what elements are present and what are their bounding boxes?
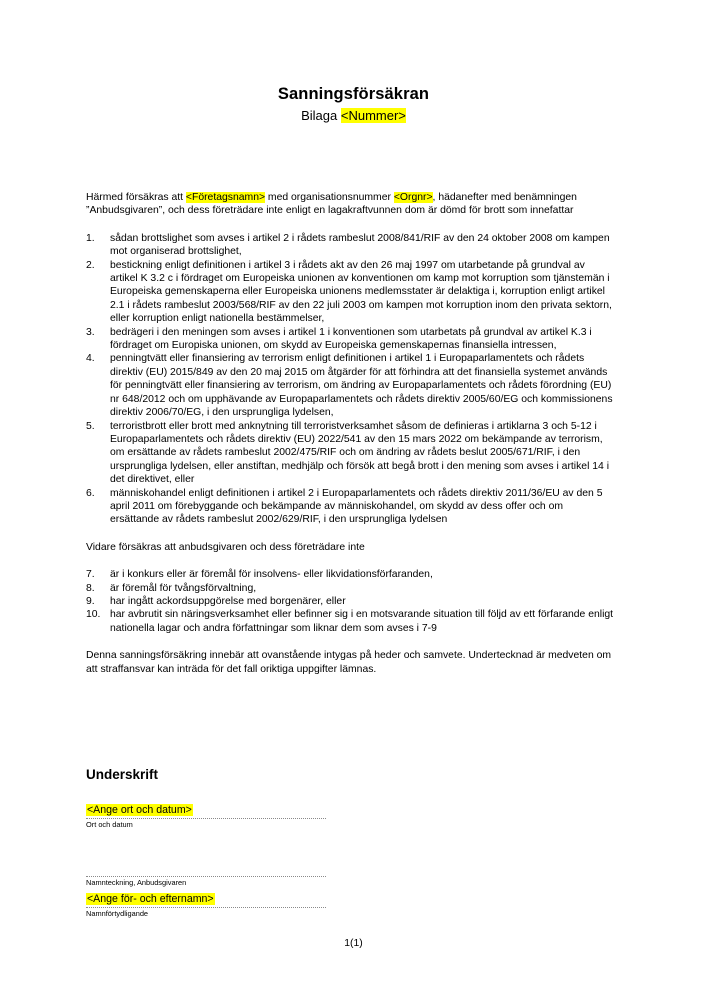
list-item [86,259,614,326]
spacer [86,554,614,568]
middle-paragraph: Vidare försäkras att anbudsgivaren och dess företrädare inte [86,541,365,553]
list-item-number: 4. [86,353,95,365]
signature-section [86,766,614,919]
list-item-number: 2. [86,259,95,271]
conditions-list [86,568,614,635]
list-item-text: sådan brottslighet som avses i artikel 2 i rådets rambeslut 2008/841/RIF av den 24 oktober 2008 om kampen mot organiserad brottslighet, [110,232,610,258]
list-item-number: 1. [86,232,95,244]
crimes-list [86,232,614,527]
name-field[interactable] [86,893,614,906]
intro-part-1: Härmed försäkras att [86,192,186,203]
list-item [86,232,614,259]
list-item-number: 10. [86,609,101,621]
place-date-placeholder: <Ange ort och datum> [87,803,192,816]
place-date-rule [86,818,326,819]
list-item [86,326,614,353]
signature-rule [86,876,326,877]
attachment-number-placeholder: <Nummer> [340,107,406,123]
list-item-number: 6. [86,487,95,499]
list-item-text: bestickning enligt definitionen i artikel 3 i rådets akt av den 26 maj 1997 om utarbetande på grundval av artikel K 3.2 c i fördraget om Europeiska unionen av konventionen om kamp mot korruption som tjänstemän i Europeiska gemenskaperna eller Europeiska unionens medlemsstater är delaktiga i, korruption enligt artikel 2.1 i rådets rambeslut 2003/568/RIF av den 22 juli 2003 om kampen mot korruption inom den privata sektorn, eller korruption enligt nationella bestämmelser, [110,259,612,325]
spacer [86,784,614,804]
list-item [86,568,614,581]
list-item [86,487,614,527]
list-item-text: är föremål för tvångsförvaltning, [110,582,257,594]
document-header [0,84,707,125]
spacer [86,635,614,649]
list-item-text: penningtvätt eller finansiering av terrorism enligt definitionen i artikel 1 i Europaparlamentets och rådets direktiv (EU) 2015/849 av den 20 maj 2015 om åtgärder för att förhindra att det finansiella systemet används för penningtvätt eller finansiering av terrorism, om ändring av Europaparlamentets och rådets förordning (EU) nr 648/2012 och om upphävande av Europaparlamentets och rådets direktiv 2005/60/EG och kommissionens direktiv 2006/70/EG, i den ursprungliga lydelsen, [110,353,613,419]
place-date-field[interactable] [86,804,614,817]
list-item-number: 7. [86,569,95,581]
list-item-text: människohandel enligt definitionen i artikel 2 i Europaparlamentets och rådets direktiv 2011/36/EU av den 5 april 2011 om förebyggande och bekämpande av människohandel, om skydd av dess offer och om ersättande av rådets rambeslut 2002/629/RIF, i den ursprungliga lydelsen [110,487,603,526]
list-item-text: bedrägeri i den meningen som avses i artikel 1 i konventionen som utarbetats på grundval av artikel K.3 i fördraget om Europiska unionen, om skydd av Europeiska gemenskapernas finansiella intressen, [110,326,592,352]
list-item-text: har avbrutit sin näringsverksamhet eller befinner sig i en motsvarande situation till följd av ett förfarande enligt nationella lagar och andra författningar som liknar dem som avses i 7-9 [110,609,614,634]
list-item-text: terroristbrott eller brott med anknytning till terroristverksamhet såsom de definieras i artiklarna 3 och 5-12 i Europaparlamentets och rådets direktiv (EU) 2022/541 av den 15 mars 2022 om bekämpande av terrorism, om ersättande av rådets rambeslut 2002/475/RIF och om ändring av rådets beslut 2005/671/RIF, i den ursprungliga lydelsen, eller anstiftan, medhjälp och försök att begå brott i den mening som avses i artikel 14 i det direktivet, eller [110,420,610,486]
page-footer [0,938,707,949]
list-item [86,582,614,595]
signature-caption: Namnteckning, Anbudsgivaren [86,877,187,887]
list-item-number: 9. [86,595,95,607]
list-item [86,352,614,419]
subtitle-prefix: Bilaga [301,107,341,123]
org-number-placeholder: <Orgnr> [393,192,433,203]
list-item-number: 8. [86,582,95,594]
name-rule [86,907,326,908]
spacer [86,527,614,541]
name-block [86,893,614,919]
company-name-placeholder: <Företagsnamn> [185,192,266,203]
place-date-caption: Ort och datum [86,819,133,829]
closing-paragraph: Denna sanningsförsäkring innebär att ovanstående intygas på heder och samvete. Undertecknad är medveten om att straffansvar kan inträda för det fall oriktiga uppgifter lämnas. [86,650,612,675]
list-item [86,595,614,608]
intro-part-3: , hädanefter med benämningen ”Anbudsgivaren”, och dess företrädare inte enligt en lagakraftvunnen dom är dömd för brott som innefattar [86,192,577,217]
intro-part-2: med organisationsnummer [265,192,394,203]
intro-paragraph [86,191,614,218]
page-title: Sanningsförsäkran [277,85,430,103]
signature-line-block [86,862,614,888]
spacer [86,830,614,862]
signature-heading: Underskrift [86,767,159,782]
page-number: 1(1) [344,938,363,949]
name-caption: Namnförtydligande [86,908,149,918]
spacer [86,218,614,232]
list-item-number: 3. [86,326,95,338]
list-item-number: 5. [86,420,95,432]
document-subtitle [0,108,707,125]
name-placeholder: <Ange för- och efternamn> [87,892,214,905]
list-item [86,608,614,635]
list-item [86,420,614,487]
place-date-block [86,804,614,830]
signature-input-area[interactable] [86,862,614,875]
list-item-text: är i konkurs eller är föremål för insolvens- eller likvidationsförfaranden, [110,569,433,581]
document-body [86,191,614,676]
list-item-text: har ingått ackordsuppgörelse med borgenärer, eller [110,595,346,607]
